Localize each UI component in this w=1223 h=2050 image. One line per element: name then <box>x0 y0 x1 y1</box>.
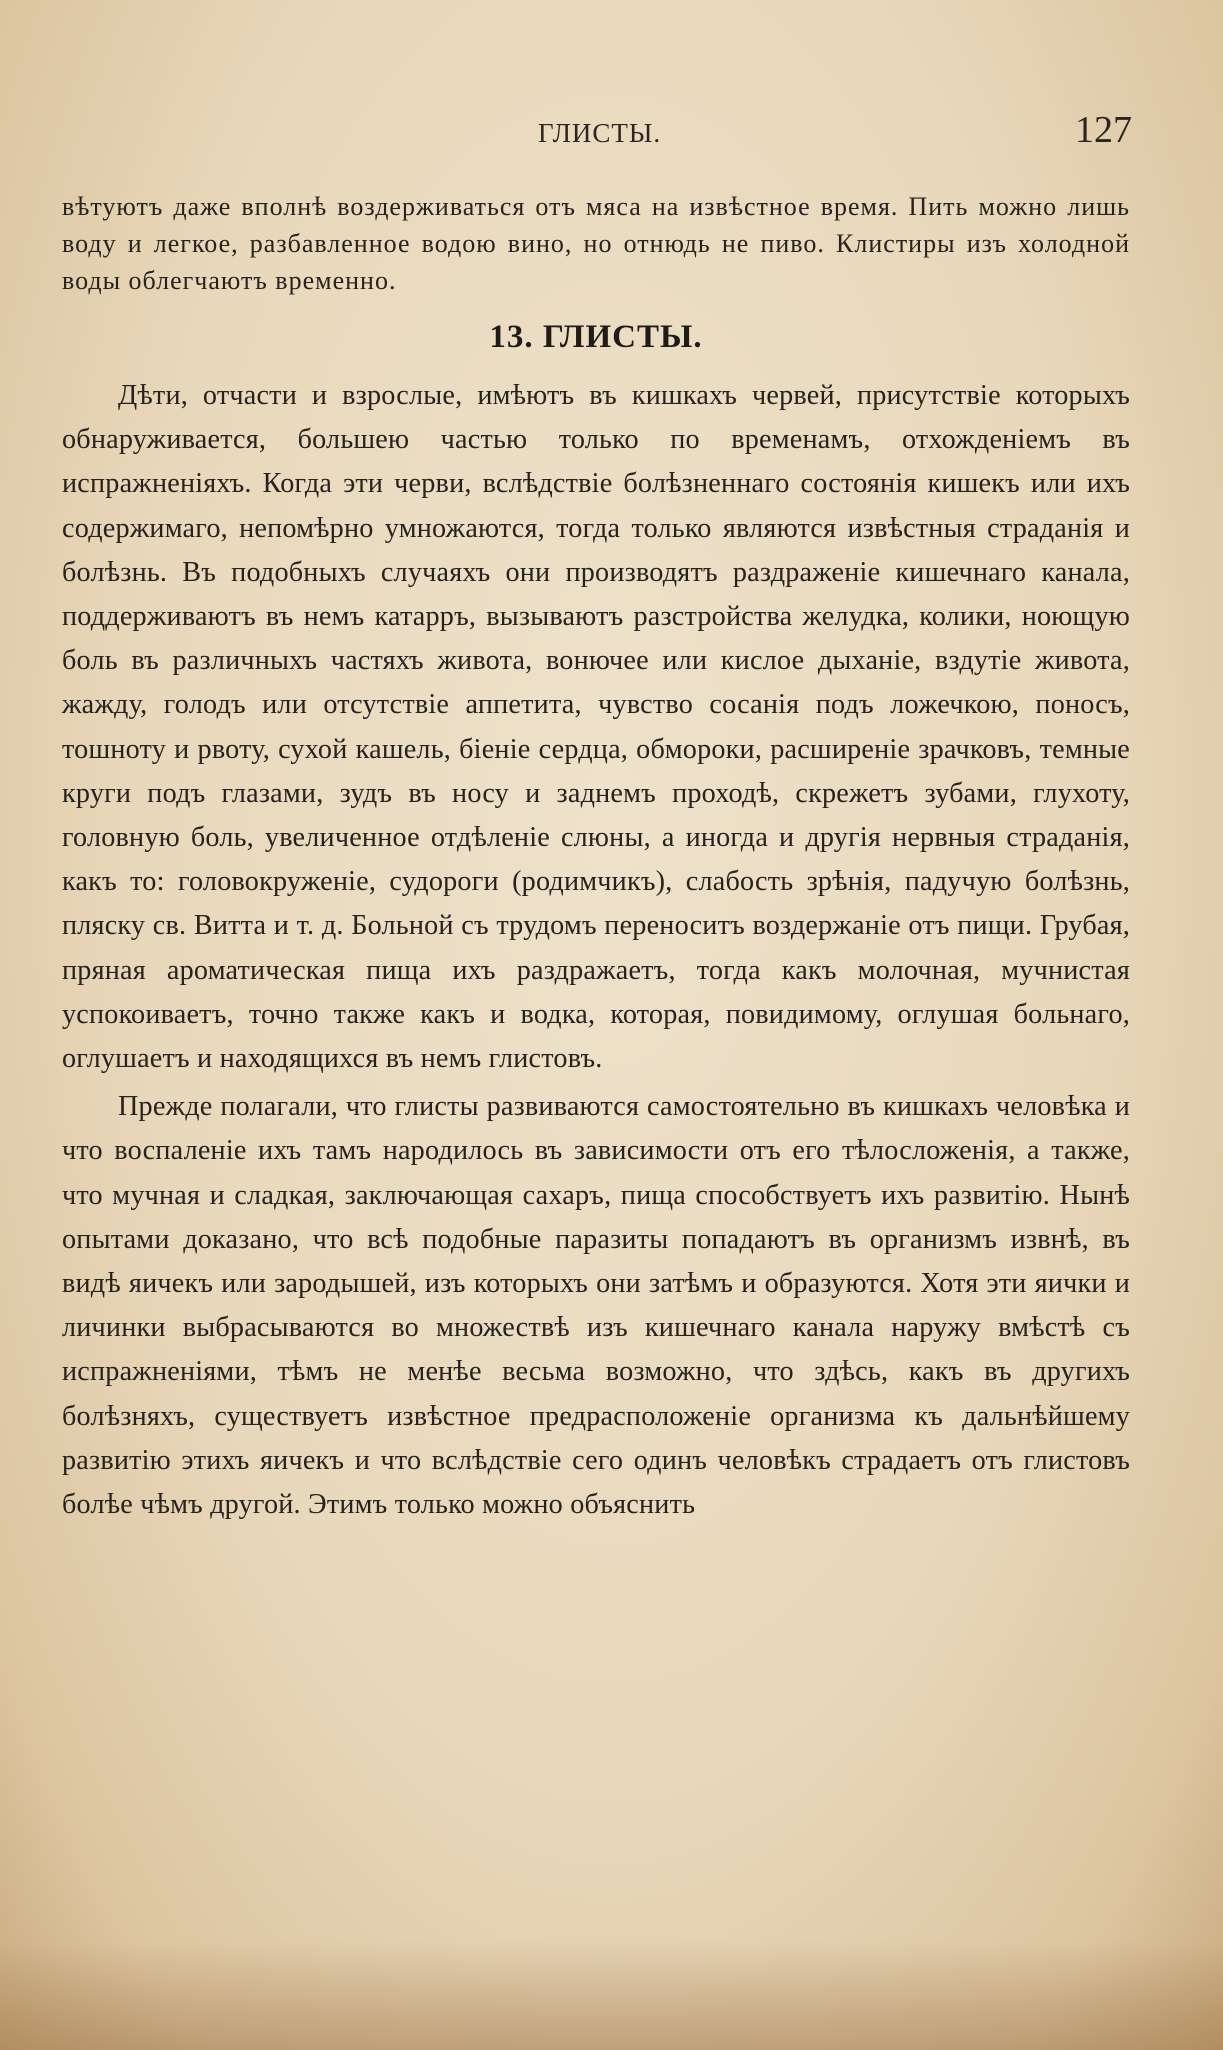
continued-paragraph: вѣтуютъ даже вполнѣ воздерживаться отъ мяса на извѣстное время. Пить можно лишь воду и легкое, разбавленное водою вино, но отнюдь не пиво. Клистиры изъ холодной воды облегчаютъ временно. <box>62 192 1130 295</box>
page-header <box>62 108 1132 156</box>
paragraph-1: Дѣти, отчасти и взрослые, имѣютъ въ кишкахъ червей, присутствіе которыхъ обнаруживается, большею частью только по временамъ, отхожденіемъ въ испражненіяхъ. Когда эти черви, вслѣдствіе болѣзненнаго состоянія кишекъ или ихъ содержимаго, непомѣрно умножаются, тогда только являются извѣстныя страданія и болѣзнь. Въ подобныхъ случаяхъ они производятъ раздраженіе кишечнаго канала, поддерживаютъ въ немъ катарръ, вызываютъ разстройства желудка, колики, ноющую боль въ различныхъ частяхъ живота, вонючее или кислое дыханіе, вздутіе живота, жажду, голодъ или отсутствіе аппетита, чувство сосанія подъ ложечкою, поносъ, тошноту и рвоту, сухой кашель, біеніе сердца, обмороки, расширеніе зрачковъ, темные круги подъ глазами, зудъ въ носу и заднемъ проходѣ, скрежетъ зубами, глухоту, головную боль, увеличенное отдѣленіе слюны, а иногда и другія нервныя страданія, какъ то: головокруженіе, судороги (родимчикъ), слабость зрѣнія, падучую болѣзнь, пляску св. Витта и т. д. Больной съ трудомъ переноситъ воздержаніе отъ пищи. Грубая, пряная ароматическая пища ихъ раздражаетъ, тогда какъ молочная, мучнистая успокоиваетъ, точно также какъ и водка, которая, повидимому, оглушая больнаго, оглушаетъ и находящихся въ немъ глистовъ. <box>62 380 1130 1075</box>
section-title: 13. ГЛИСТЫ. <box>489 319 703 355</box>
running-head: ГЛИСТЫ. <box>538 118 662 148</box>
paragraph-2: Прежде полагали, что глисты развиваются самостоятельно въ кишкахъ человѣка и что воспаленіе ихъ тамъ народилось въ зависимости отъ его тѣлосложенія, а также, что мучная и сладкая, заключающая сахаръ, пища способствуетъ ихъ развитію. Нынѣ опытами доказано, что всѣ подобные паразиты попадаютъ въ организмъ извнѣ, въ видѣ яичекъ или зародышей, изъ которыхъ они затѣмъ и образуются. Хотя эти яички и личинки выбрасываются во множествѣ изъ кишечнаго канала наружу вмѣстѣ съ испражненіями, тѣмъ не менѣе весьма возможно, что здѣсь, какъ въ другихъ болѣзняхъ, существуетъ извѣстное предрасположеніе организма къ дальнѣйшему развитію этихъ яичекъ и что вслѣдствіе сего одинъ человѣкъ страдаетъ отъ глистовъ болѣе чѣмъ другой. Этимъ только можно объяснить <box>62 1091 1130 1521</box>
text-block <box>62 188 1130 1527</box>
page-number: 127 <box>1075 109 1132 151</box>
